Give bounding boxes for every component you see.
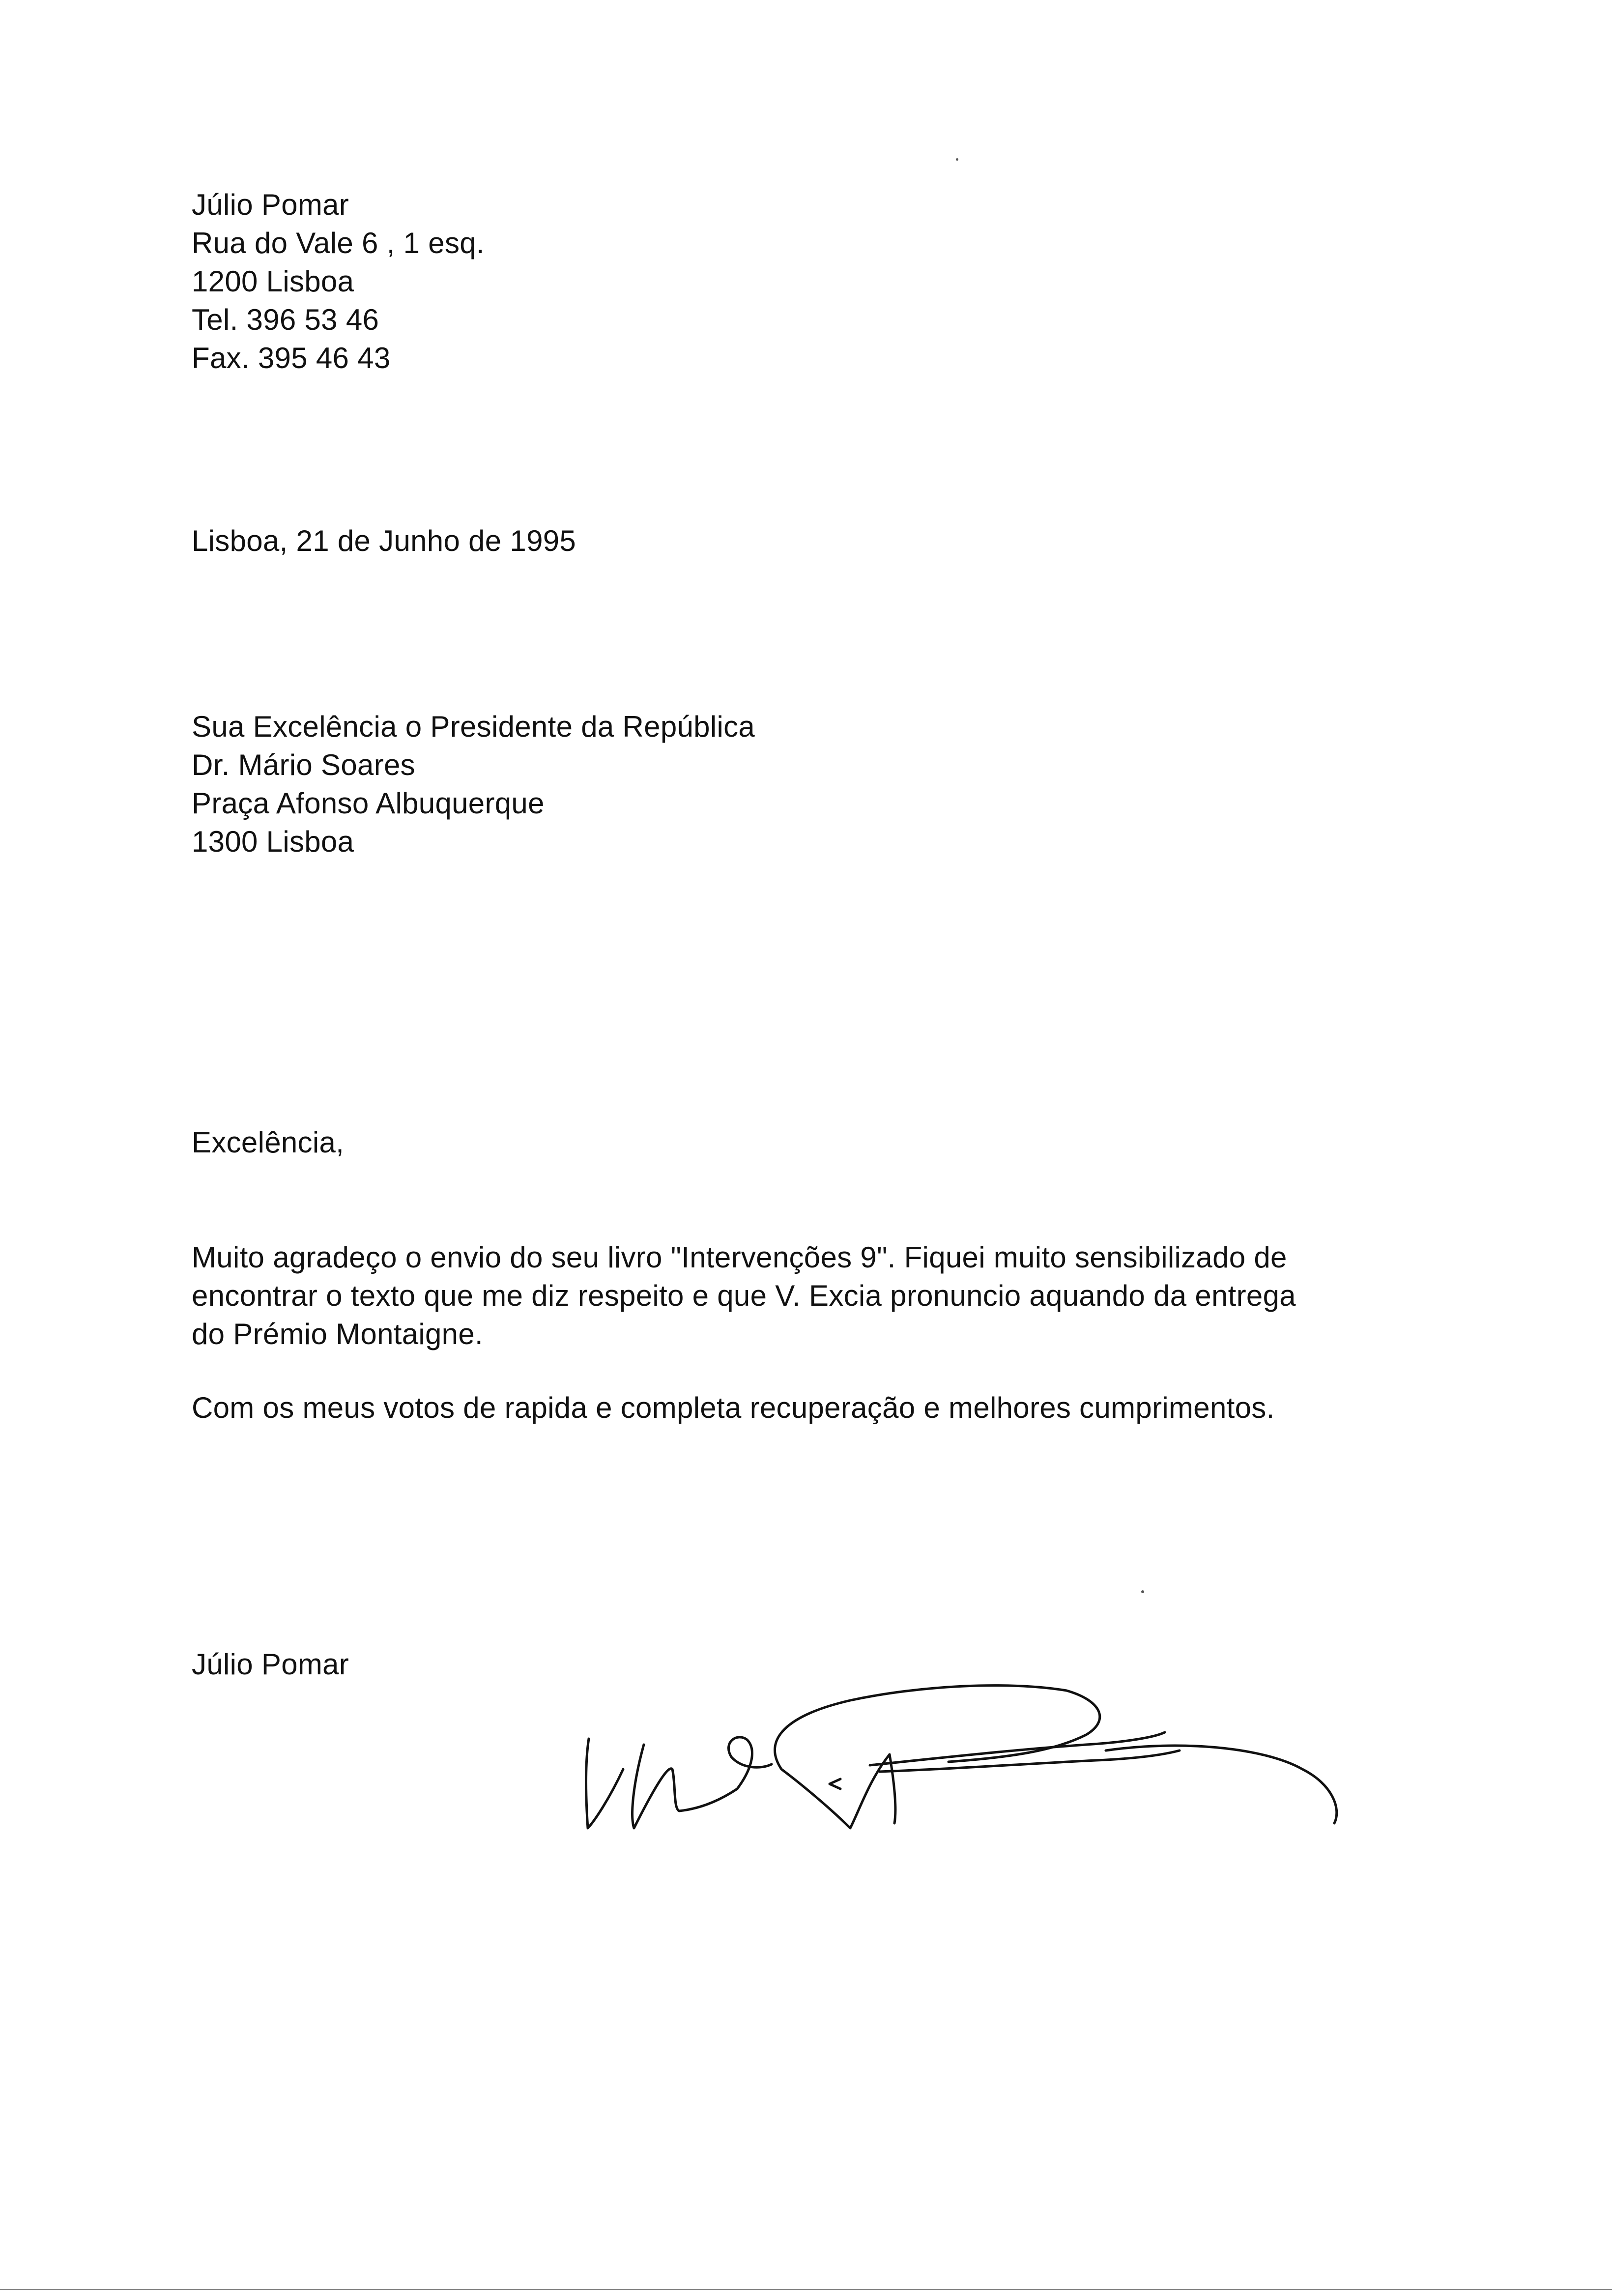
salutation (192, 1123, 344, 1162)
recipient-title: Sua Excelência o Presidente da República (192, 710, 755, 743)
recipient-city: 1300 Lisboa (192, 825, 354, 858)
sender-address (192, 186, 485, 377)
handwritten-signature (575, 1622, 1361, 1848)
recipient-name: Dr. Mário Soares (192, 748, 415, 781)
scan-bottom-edge (0, 2289, 1612, 2290)
sender-city: 1200 Lisboa (192, 265, 354, 298)
body-line-2: encontrar o texto que me diz respeito e que V. Excia pronuncio aquando da entrega (192, 1279, 1296, 1312)
sender-phone: Tel. 396 53 46 (192, 303, 379, 336)
scan-speck (1141, 1590, 1144, 1593)
sender-name: Júlio Pomar (192, 188, 349, 221)
recipient-address (192, 708, 755, 861)
body-line-3: do Prémio Montaigne. (192, 1318, 483, 1350)
closing-text: Com os meus votos de rapida e completa recuperação e melhores cumprimentos. (192, 1391, 1275, 1424)
salutation-text: Excelência, (192, 1126, 345, 1159)
sender-street: Rua do Vale 6 , 1 esq. (192, 227, 485, 259)
signature-name-text: Júlio Pomar (192, 1648, 349, 1681)
scan-speck (956, 158, 958, 161)
recipient-street: Praça Afonso Albuquerque (192, 787, 545, 820)
body-line-1: Muito agradeço o envio do seu livro "Intervenções 9". Fiquei muito sensibilizado de (192, 1241, 1287, 1274)
sender-fax: Fax. 395 46 43 (192, 342, 391, 374)
letter-date (192, 522, 576, 560)
letter-body (192, 1238, 1296, 1353)
closing-paragraph (192, 1389, 1275, 1427)
signature-printed-name (192, 1645, 349, 1684)
date-line: Lisboa, 21 de Junho de 1995 (192, 524, 576, 557)
